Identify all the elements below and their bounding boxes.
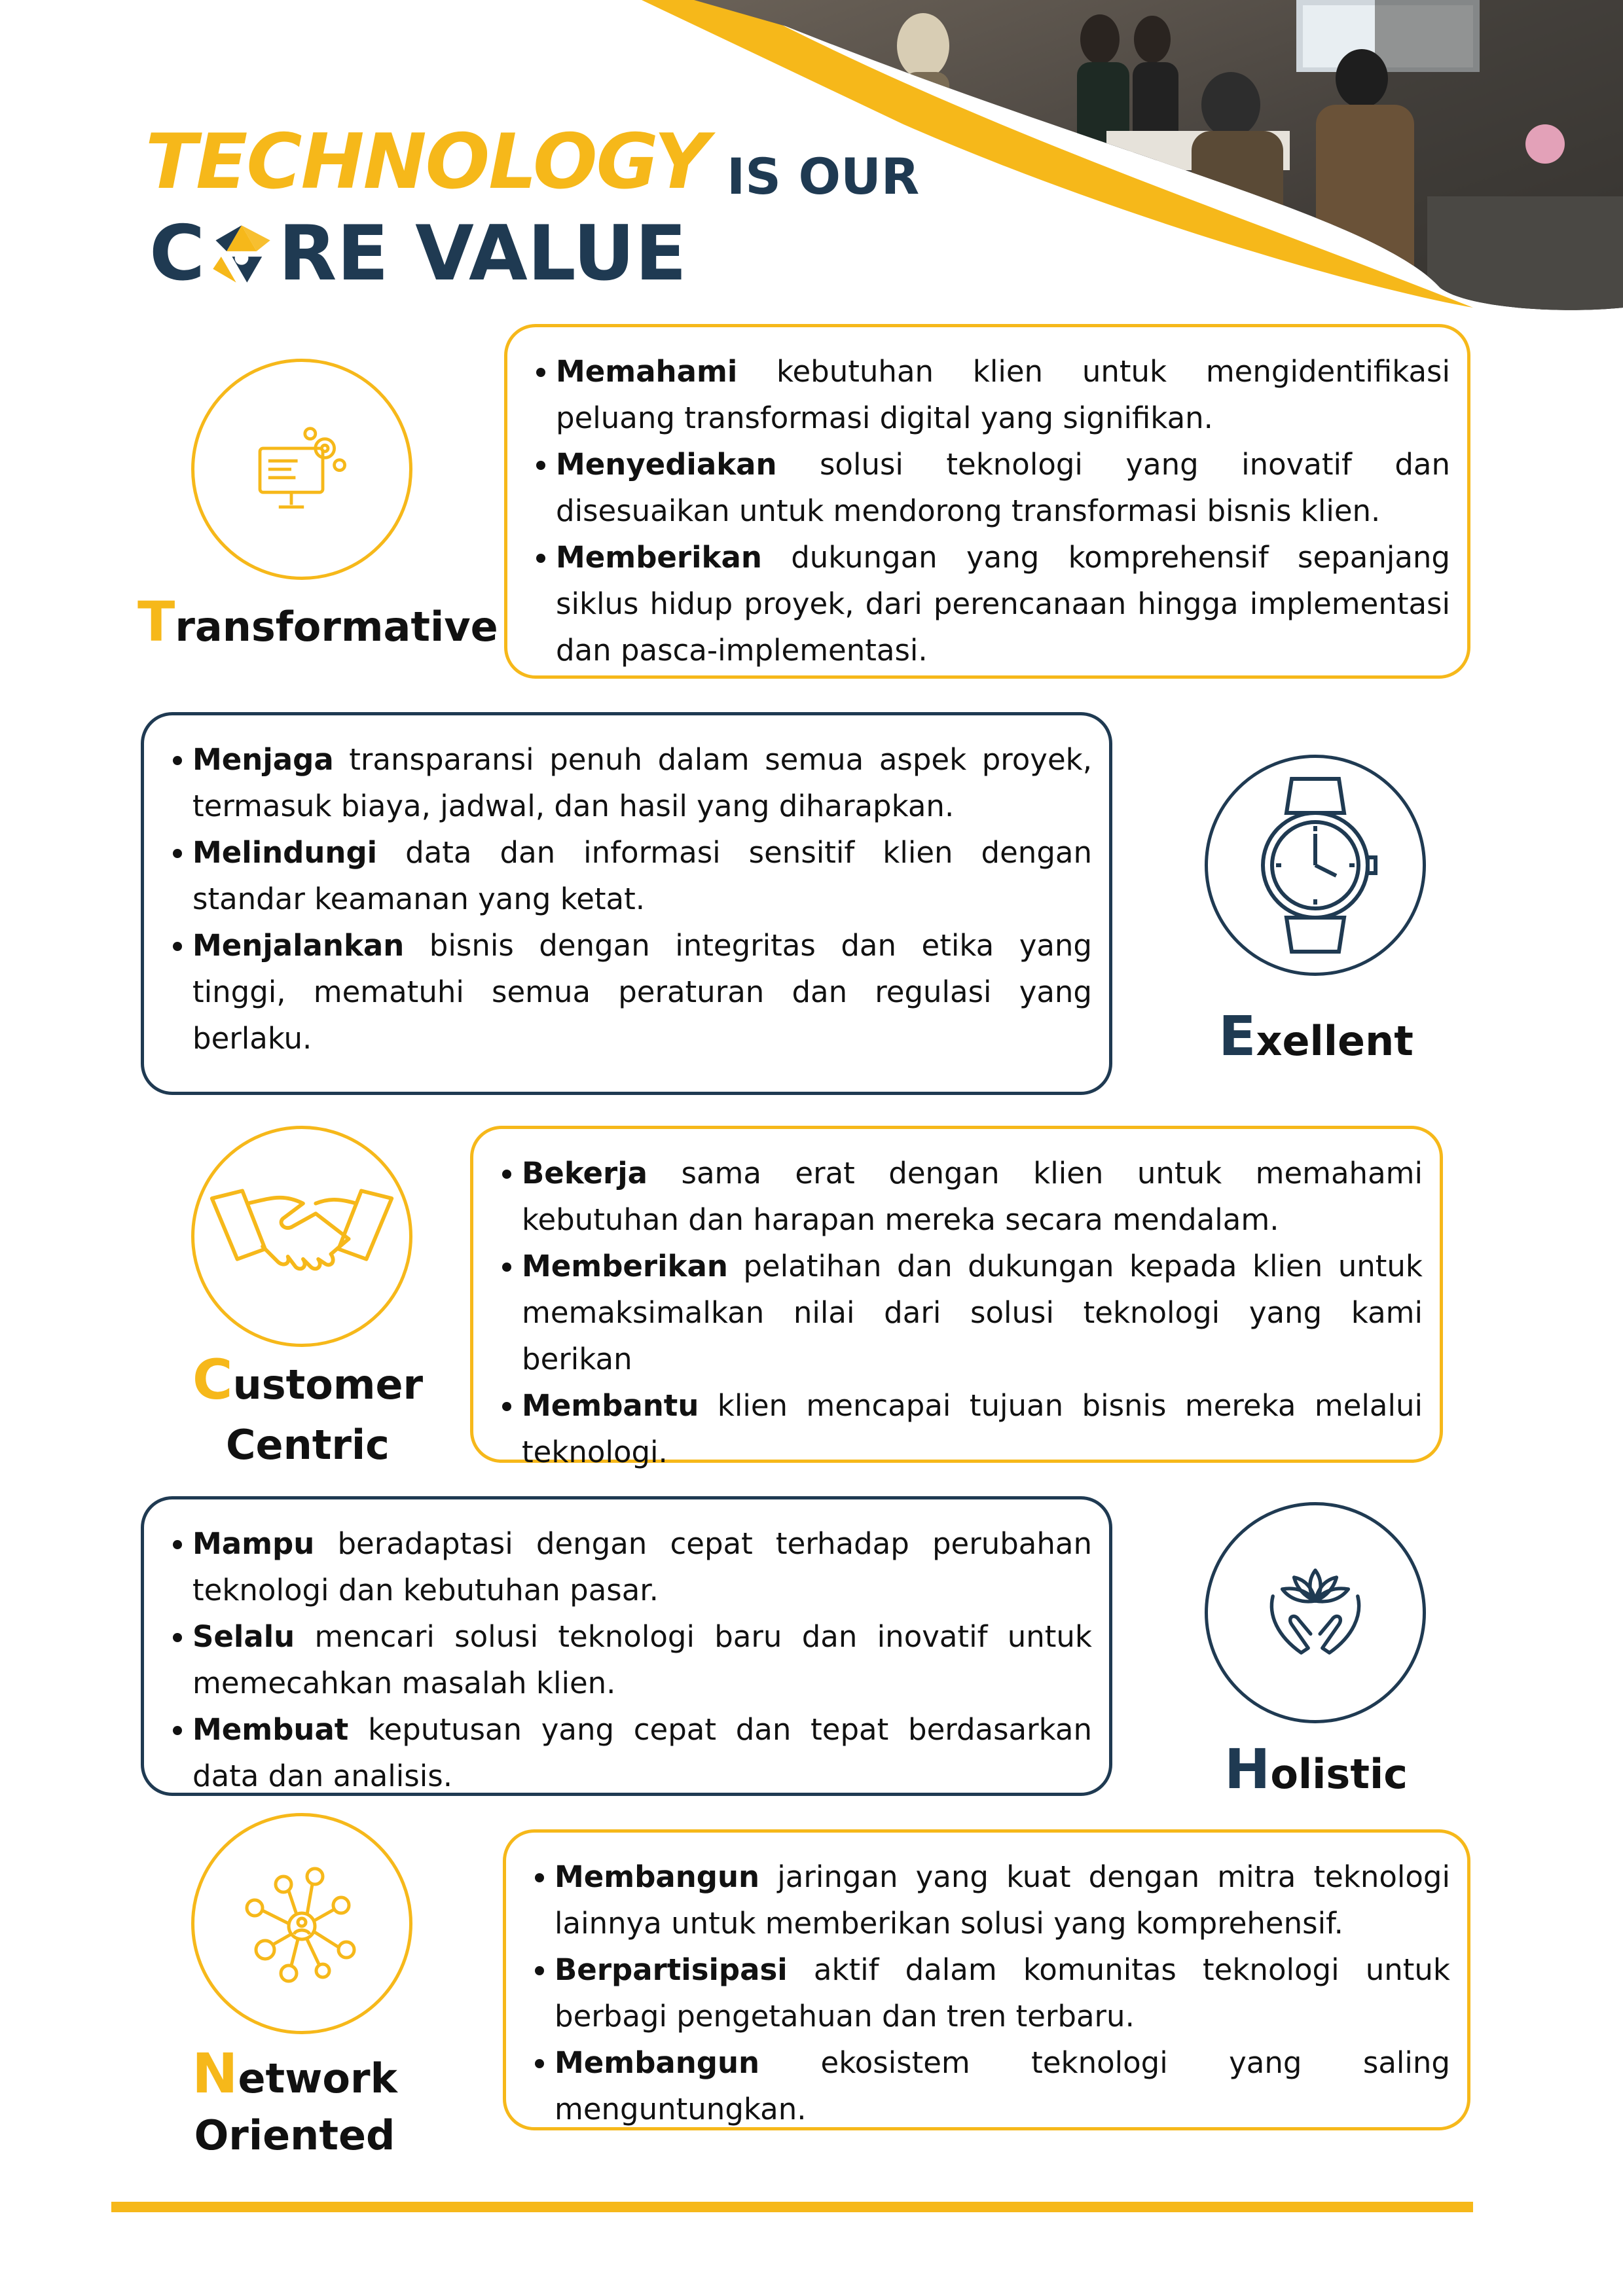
transformative-icon-circle	[191, 359, 412, 580]
transformative-bullets	[532, 348, 1450, 673]
transformative-label-text: ransformative	[175, 603, 498, 651]
title-core-value	[149, 209, 687, 298]
computer-gears-icon	[249, 417, 354, 522]
list-item: Menyediakan solusi teknologi yang inovatif dan disesuaikan untuk mendorong transformasi bisnis klien.	[532, 441, 1450, 534]
holistic-card	[141, 1496, 1112, 1796]
excellent-icon-circle	[1205, 755, 1426, 976]
holistic-initial: H	[1224, 1737, 1271, 1801]
list-item: Memberikan pelatihan dan dukungan kepada klien untuk memaksimalkan nilai dari solusi teknologi yang kami berikan	[498, 1243, 1423, 1382]
holistic-label-text: olistic	[1270, 1750, 1408, 1798]
holistic-label	[1159, 1738, 1473, 1806]
customer-label-line1: ustomer	[232, 1361, 424, 1408]
customer-bullets	[498, 1150, 1423, 1475]
list-item: Membangun jaringan yang kuat dengan mitra teknologi lainnya untuk memberikan solusi yang komprehensif.	[531, 1854, 1450, 1946]
excellent-initial: E	[1218, 1004, 1256, 1068]
network-initial: N	[192, 2041, 238, 2106]
title-core-c: C	[149, 209, 206, 298]
list-item: Berpartisipasi aktif dalam komunitas teknologi untuk berbagi pengetahuan dan tren terbaru.	[531, 1946, 1450, 2039]
list-item: Memberikan dukungan yang komprehensif sepanjang siklus hidup proyek, dari perencanaan hingga implementasi dan pasca-implementasi.	[532, 534, 1450, 673]
network-label-line1: etwork	[238, 2054, 397, 2102]
excellent-card	[141, 712, 1112, 1095]
list-item: Menjalankan bisnis dengan integritas dan etika yang tinggi, mematuhi semua peraturan dan regulasi yang berlaku.	[169, 922, 1092, 1062]
list-item: Membuat keputusan yang cepat dan tepat berdasarkan data dan analisis.	[169, 1706, 1092, 1799]
list-item: Melindungi data dan informasi sensitif klien dengan standar keamanan yang ketat.	[169, 829, 1092, 922]
network-card	[503, 1829, 1470, 2130]
customer-card	[470, 1126, 1443, 1469]
customer-label	[137, 1348, 478, 1416]
title-core-rest: RE VALUE	[278, 209, 687, 298]
holistic-bullets	[169, 1520, 1092, 1799]
title-technology: TECHNOLOGY	[145, 118, 708, 206]
wristwatch-icon	[1250, 774, 1381, 957]
transformative-label	[137, 590, 498, 658]
customer-label-line2: Centric	[226, 1421, 390, 1469]
people-network-icon	[236, 1858, 367, 1989]
list-item: Memahami kebutuhan klien untuk mengidentifikasi peluang transformasi digital yang signifikan.	[532, 348, 1450, 441]
transformative-initial: T	[137, 590, 175, 654]
list-item: Membantu klien mencapai tujuan bisnis mereka melalui teknologi.	[498, 1382, 1423, 1475]
handshake-icon	[207, 1171, 397, 1302]
list-item: Menjaga transparansi penuh dalam semua aspek proyek, termasuk biaya, jadwal, dan hasil yang diharapkan.	[169, 736, 1092, 829]
list-item: Mampu beradaptasi dengan cepat terhadap perubahan teknologi dan kebutuhan pasar.	[169, 1520, 1092, 1613]
core-logo-icon	[208, 220, 276, 288]
holistic-icon-circle	[1205, 1502, 1426, 1723]
list-item: Selalu mencari solusi teknologi baru dan inovatif untuk memecahkan masalah klien.	[169, 1613, 1092, 1706]
list-item: Membangun ekosistem teknologi yang saling menguntungkan.	[531, 2039, 1450, 2132]
lotus-hands-icon	[1256, 1554, 1374, 1672]
network-icon-circle	[191, 1813, 412, 2034]
title-is-our: IS OUR	[727, 147, 920, 206]
list-item: Bekerja sama erat dengan klien untuk memahami kebutuhan dan harapan mereka secara mendalam.	[498, 1150, 1423, 1243]
network-label-line2: Oriented	[194, 2111, 395, 2159]
footer-divider	[111, 2202, 1473, 2212]
customer-initial: C	[192, 1348, 233, 1412]
excellent-bullets	[169, 736, 1092, 1062]
customer-icon-circle	[191, 1126, 412, 1347]
network-label	[124, 2042, 465, 2110]
excellent-label-text: xellent	[1256, 1017, 1413, 1065]
network-bullets	[531, 1854, 1450, 2132]
excellent-label	[1159, 1005, 1473, 1073]
transformative-card	[504, 324, 1470, 679]
